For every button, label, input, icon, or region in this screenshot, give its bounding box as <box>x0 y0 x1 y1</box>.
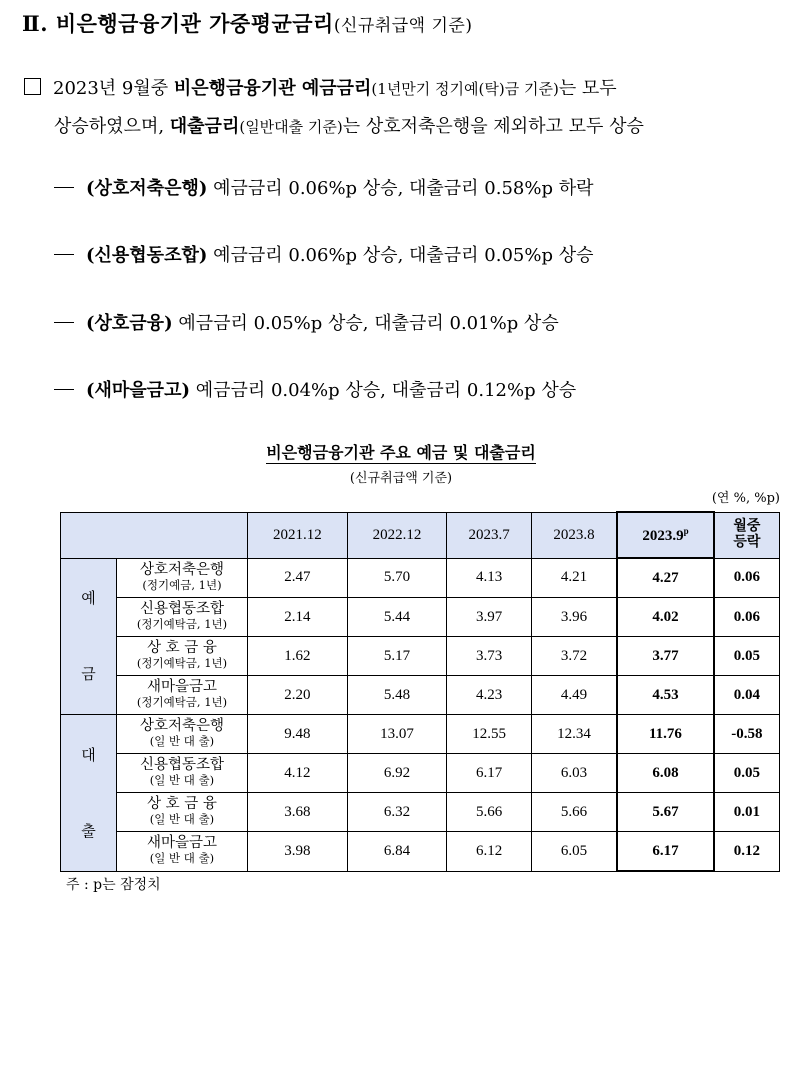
cell-change: 0.06 <box>714 598 780 637</box>
table-row <box>61 598 780 637</box>
cell: 5.66 <box>447 793 532 832</box>
cell: 4.12 <box>248 754 348 793</box>
dash-icon <box>54 254 74 255</box>
cell: 5.70 <box>347 558 447 598</box>
row-name: 신용협동조합 (일 반 대 출) <box>117 754 248 793</box>
header-col: 2021.12 <box>248 512 348 558</box>
row-name: 상호저축은행 (정기예금, 1년) <box>117 558 248 598</box>
table-header-row <box>61 512 780 558</box>
header-col: 2023.7 <box>447 512 532 558</box>
cell: 12.34 <box>531 715 617 754</box>
cell-current: 11.76 <box>617 715 714 754</box>
summary-paragraph: 2023년 9월중 비은행금융기관 예금금리(1년만기 정기예(탁)금 기준)는 모두 상승하였으며, 대출금리(일반대출 기준)는 상호저축은행을 제외하고 모두 상승 <box>24 70 786 146</box>
row-name: 상 호 금 융 (정기예탁금, 1년) <box>117 637 248 676</box>
table-row <box>61 793 780 832</box>
cell-current: 4.02 <box>617 598 714 637</box>
cell: 2.47 <box>248 558 348 598</box>
cell: 2.20 <box>248 676 348 715</box>
cell: 5.66 <box>531 793 617 832</box>
row-name: 새마을금고 (일 반 대 출) <box>117 832 248 872</box>
cell: 6.12 <box>447 832 532 872</box>
cell-change: 0.04 <box>714 676 780 715</box>
header-col: 2022.12 <box>347 512 447 558</box>
cell: 4.21 <box>531 558 617 598</box>
rates-table <box>60 511 780 872</box>
cell-current: 5.67 <box>617 793 714 832</box>
table-subtitle: (신규취급액 기준) <box>349 471 453 486</box>
cell-current: 4.53 <box>617 676 714 715</box>
checkbox-bullet-icon <box>24 78 41 95</box>
group-label-loan: 대 출 <box>61 715 117 872</box>
row-name: 상 호 금 융 (일 반 대 출) <box>117 793 248 832</box>
table-note: 주 : p는 잠정치 <box>66 877 161 893</box>
table-row <box>61 832 780 872</box>
cell: 1.62 <box>248 637 348 676</box>
section-title-sub: (신규취급액 기준) <box>333 16 473 36</box>
table-title: 비은행금융기관 주요 예금 및 대출금리 <box>266 443 536 462</box>
cell: 4.23 <box>447 676 532 715</box>
section-title: Ⅱ. 비은행금융기관 가중평균금리(신규취급액 기준) <box>22 11 473 36</box>
cell: 5.17 <box>347 637 447 676</box>
cell-change: 0.05 <box>714 754 780 793</box>
cell-current: 6.08 <box>617 754 714 793</box>
cell-current: 3.77 <box>617 637 714 676</box>
header-col-change: 월중 등락 <box>714 512 780 558</box>
cell: 6.84 <box>347 832 447 872</box>
cell: 6.03 <box>531 754 617 793</box>
table-row <box>61 676 780 715</box>
cell: 12.55 <box>447 715 532 754</box>
cell: 9.48 <box>248 715 348 754</box>
cell: 5.48 <box>347 676 447 715</box>
row-name: 상호저축은행 (일 반 대 출) <box>117 715 248 754</box>
cell: 2.14 <box>248 598 348 637</box>
cell: 13.07 <box>347 715 447 754</box>
group-label-deposit: 예 금 <box>61 558 117 715</box>
cell: 3.98 <box>248 832 348 872</box>
row-name: 신용협동조합 (정기예탁금, 1년) <box>117 598 248 637</box>
cell: 5.44 <box>347 598 447 637</box>
cell: 4.49 <box>531 676 617 715</box>
cell-change: 0.12 <box>714 832 780 872</box>
cell-current: 4.27 <box>617 558 714 598</box>
cell: 3.72 <box>531 637 617 676</box>
bullet-item: (새마을금고) 예금금리 0.04%p 상승, 대출금리 0.12%p 상승 <box>54 376 576 402</box>
bullet-item: (신용협동조합) 예금금리 0.06%p 상승, 대출금리 0.05%p 상승 <box>54 241 594 267</box>
bullet-item: (상호저축은행) 예금금리 0.06%p 상승, 대출금리 0.58%p 하락 <box>54 174 594 200</box>
row-name: 새마을금고 (정기예탁금, 1년) <box>117 676 248 715</box>
bullet-item: (상호금융) 예금금리 0.05%p 상승, 대출금리 0.01%p 상승 <box>54 309 559 335</box>
cell: 6.05 <box>531 832 617 872</box>
cell-change: -0.58 <box>714 715 780 754</box>
cell-change: 0.06 <box>714 558 780 598</box>
cell-current: 6.17 <box>617 832 714 872</box>
cell: 6.32 <box>347 793 447 832</box>
cell-change: 0.01 <box>714 793 780 832</box>
header-blank <box>61 512 248 558</box>
dash-icon <box>54 322 74 323</box>
table-unit: (연 %, %p) <box>711 491 780 506</box>
header-col: 2023.8 <box>531 512 617 558</box>
dash-icon <box>54 187 74 188</box>
dash-icon <box>54 389 74 390</box>
cell: 3.73 <box>447 637 532 676</box>
cell: 3.96 <box>531 598 617 637</box>
cell: 6.92 <box>347 754 447 793</box>
cell: 6.17 <box>447 754 532 793</box>
header-col-current: 2023.9$^p$ <box>617 512 714 558</box>
table-row <box>61 558 780 598</box>
cell: 3.97 <box>447 598 532 637</box>
table-row <box>61 754 780 793</box>
cell-change: 0.05 <box>714 637 780 676</box>
cell: 3.68 <box>248 793 348 832</box>
cell: 4.13 <box>447 558 532 598</box>
table-row <box>61 715 780 754</box>
table-row <box>61 637 780 676</box>
